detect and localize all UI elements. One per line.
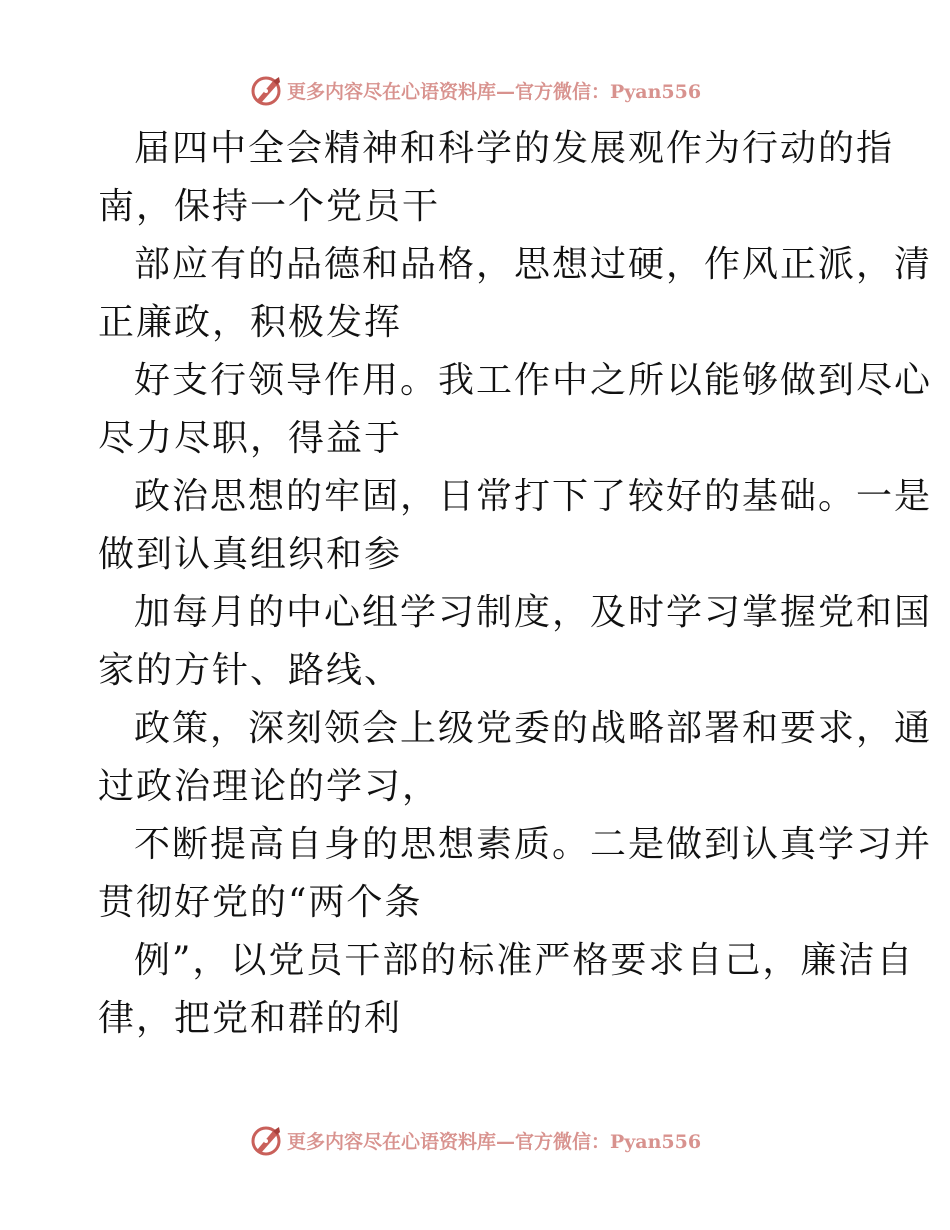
paragraph — [98, 236, 933, 352]
text-line: 部应有的品德和品格，思想过硬，作风正派，清 — [134, 244, 933, 285]
text-line: 正廉政，积极发挥 — [98, 302, 403, 343]
text-line: 做到认真组织和参 — [98, 534, 403, 575]
watermark-text: 更多内容尽在心语资料库—官方微信：Pyan556 — [286, 80, 702, 103]
paragraph — [98, 932, 915, 1048]
footer-watermark — [0, 1120, 950, 1160]
text-line: 不断提高自身的思想素质。二是做到认真学习并 — [134, 824, 933, 865]
text-line: 家的方针、路线、 — [98, 650, 403, 691]
paragraph — [98, 468, 933, 584]
text-line: 加每月的中心组学习制度，及时学习掌握党和国 — [134, 592, 933, 633]
pen-nib-circle-icon — [249, 1123, 283, 1157]
paragraph — [98, 700, 933, 816]
paragraph — [98, 352, 933, 468]
text-line: 律，把党和群的利 — [98, 998, 403, 1039]
document-body — [98, 120, 933, 1048]
pen-nib-circle-icon — [249, 73, 283, 107]
header-watermark — [0, 70, 950, 110]
text-line: 届四中全会精神和科学的发展观作为行动的指 — [134, 128, 895, 169]
paragraph — [98, 584, 933, 700]
text-line: 南，保持一个党员干 — [98, 186, 441, 227]
paragraph — [98, 816, 933, 932]
text-line: 过政治理论的学习， — [98, 766, 441, 807]
text-line: 贯彻好党的“两个条 — [98, 882, 423, 923]
text-line: 例”，以党员干部的标准严格要求自己，廉洁自 — [134, 940, 915, 981]
text-line: 政策，深刻领会上级党委的战略部署和要求，通 — [134, 708, 933, 749]
watermark-text: 更多内容尽在心语资料库—官方微信：Pyan556 — [286, 1130, 702, 1153]
text-line: 政治思想的牢固，日常打下了较好的基础。一是 — [134, 476, 933, 517]
text-line: 尽力尽职，得益于 — [98, 418, 403, 459]
text-line: 好支行领导作用。我工作中之所以能够做到尽心 — [134, 360, 933, 401]
paragraph — [98, 120, 895, 236]
